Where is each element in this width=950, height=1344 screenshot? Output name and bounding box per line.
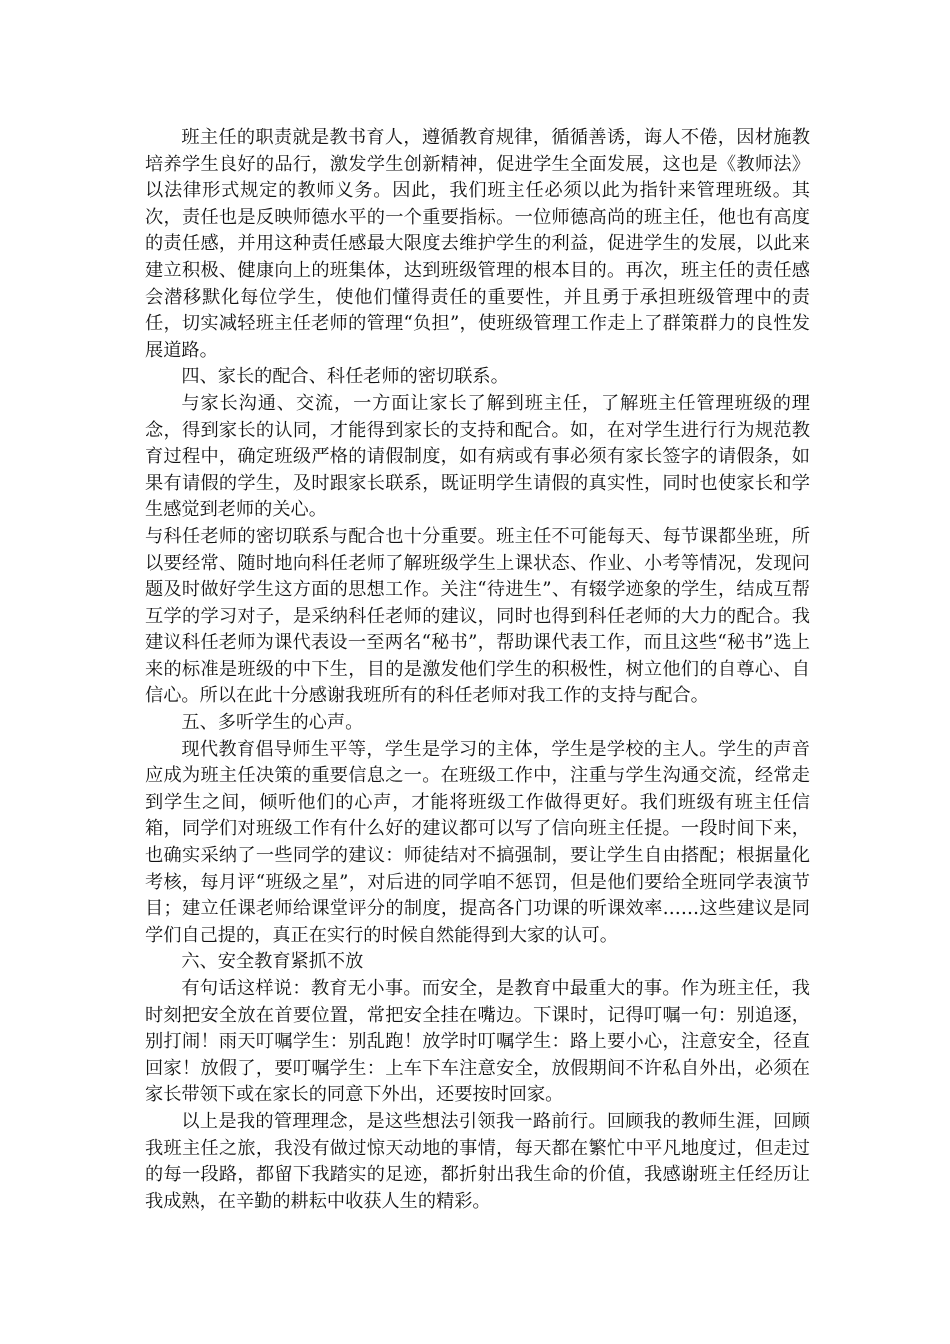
- document-page: [145, 125, 810, 1215]
- section-heading-student-voice: 五、多听学生的心声。: [181, 712, 364, 734]
- paragraph-student-voice: 现代教育倡导师生平等，学生是学习的主体，学生是学校的主人。学生的声音应成为班主任决策的重要信息之一。在班级工作中，注重与学生沟通交流，经常走到学生之间，倾听他们的心声，才能将班级工作做得更好。我们班级有班主任信箱，同学们对班级工作有什么好的建议都可以写了信向班主任提。一段时间下来，也确实采纳了一些同学的建议：师徒结对不搞强制，要让学生自由搭配；根据量化考核，每月评“班级之星”，对后进的同学咱不惩罚，但是他们要给全班同学表演节目；建立任课老师给课堂评分的制度，提高各门功课的听课效率……这些建议是同学们自己提的，真正在实行的时候自然能得到大家的认可。: [145, 738, 810, 946]
- paragraph-teacher-responsibility: 班主任的职责就是教书育人，遵循教育规律，循循善诱，诲人不倦，因材施教培养学生良好的品行，激发学生创新精神，促进学生全面发展，这也是《教师法》以法律形式规定的教师义务。因此，我们班主任必须以此为指针来管理班级。其次，责任也是反映师德水平的一个重要指标。一位师德高尚的班主任，他也有高度的责任感，并用这种责任感最大限度去维护学生的利益，促进学生的发展，以此来建立积极、健康向上的班集体，达到班级管理的根本目的。再次，班主任的责任感会潜移默化每位学生，使他们懂得责任的重要性，并且勇于承担班级管理中的责任，切实减轻班主任老师的管理“负担”，使班级管理工作走上了群策群力的良性发展道路。: [145, 127, 810, 361]
- paragraph-parent-communication: 与家长沟通、交流，一方面让家长了解到班主任，了解班主任管理班级的理念，得到家长的认同，才能得到家长的支持和配合。如，在对学生进行行为规范教育过程中，确定班级严格的请假制度，如有病或有事必须有家长签字的请假条，如果有请假的学生，及时跟家长联系，既证明学生请假的真实性，同时也使家长和学生感觉到老师的关心。: [145, 392, 810, 521]
- section-heading-safety: 六、安全教育紧抓不放: [181, 951, 364, 973]
- paragraph-conclusion: 以上是我的管理理念，是这些想法引领我一路前行。回顾我的教师生涯，回顾我班主任之旅，我没有做过惊天动地的事情，每天都在繁忙中平凡地度过，但走过的每一段路，都留下我踏实的足迹，都折射出我生命的价值，我感谢班主任经历让我成熟，在辛勤的耕耘中收获人生的精彩。: [145, 1110, 810, 1212]
- section-heading-parents-teachers: 四、家长的配合、科任老师的密切联系。: [181, 366, 509, 388]
- paragraph-safety: 有句话这样说：教育无小事。而安全，是教育中最重大的事。作为班主任，我时刻把安全放在首要位置，常把安全挂在嘴边。下课时，记得叮嘱一句：别追逐，别打闹！雨天叮嘱学生：别乱跑！放学时叮嘱学生：路上要小心，注意安全，径直回家！放假了，要叮嘱学生：上车下车注意安全，放假期间不许私自外出，必须在家长带领下或在家长的同意下外出，还要按时回家。: [145, 978, 810, 1106]
- paragraph-subject-teachers: 与科任老师的密切联系与配合也十分重要。班主任不可能每天、每节课都坐班，所以要经常、随时地向科任老师了解班级学生上课状态、作业、小考等情况，发现问题及时做好学生这方面的思想工作。关注“待进生”、有辍学迹象的学生，结成互帮互学的学习对子，是采纳科任老师的建议，同时也得到科任老师的大力的配合。我建议科任老师为课代表设一至两名“秘书”，帮助课代表工作，而且这些“秘书”选上来的标准是班级的中下生，目的是激发他们学生的积极性，树立他们的自尊心、自信心。所以在此十分感谢我班所有的科任老师对我工作的支持与配合。: [145, 525, 810, 707]
